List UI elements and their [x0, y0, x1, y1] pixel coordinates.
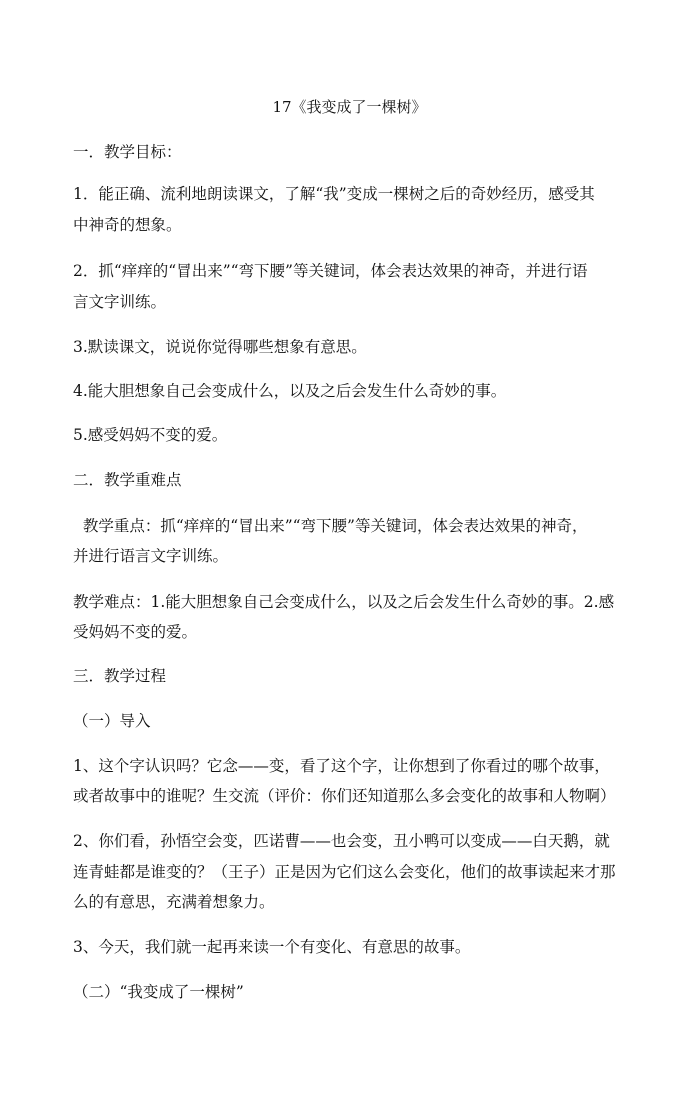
paragraph-1-line-1: 1、这个字认识吗？它念——变，看了这个字，让你想到了你看过的哪个故事，	[73, 757, 610, 775]
objective-4: 4.能大胆想象自己会变成什么，以及之后会发生什么奇妙的事。	[73, 382, 507, 400]
objective-1-line-2: 中神奇的想象。	[73, 216, 182, 234]
objective-3: 3.默读课文，说说你觉得哪些想象有意思。	[73, 338, 367, 356]
paragraph-2-line-2: 连青蛙都是谁变的？（王子）正是因为它们这么会变化，他们的故事读起来才那	[73, 863, 616, 881]
objectives-heading: 一．教学目标：	[73, 143, 182, 161]
objective-5: 5.感受妈妈不变的爱。	[73, 426, 228, 444]
paragraph-2-line-3: 么的有意思，充满着想象力。	[73, 893, 275, 911]
page-title: 17《我变成了一棵树》	[272, 98, 427, 116]
paragraph-2-line-1: 2、你们看，孙悟空会变，匹诺曹——也会变，丑小鸭可以变成——白天鹅，就	[73, 832, 610, 850]
part-2-heading: （二）“我变成了一棵树”	[73, 983, 244, 1001]
paragraph-1-line-2: 或者故事中的谁呢？生交流（评价：你们还知道那么多会变化的故事和人物啊）	[73, 787, 616, 805]
objective-2-line-1: 2．抓“痒痒的“冒出来”“弯下腰”等关键词，体会表达效果的神奇，并进行语	[73, 262, 588, 280]
intro-heading: （一）导入	[73, 712, 151, 730]
key-point-line-2: 并进行语言文字训练。	[73, 547, 229, 565]
objective-2-line-2: 言文字训练。	[73, 293, 167, 311]
difficulty-line-2: 受妈妈不变的爱。	[73, 623, 198, 641]
objective-1-line-1: 1．能正确、流利地朗读课文，了解“我”变成一棵树之后的奇妙经历，感受其	[73, 185, 595, 203]
keypoints-heading: 二．教学重难点	[73, 471, 182, 489]
process-heading: 三．教学过程	[73, 667, 167, 685]
difficulty-line-1: 教学难点：1.能大胆想象自己会变成什么，以及之后会发生什么奇妙的事。2.感	[73, 593, 615, 611]
key-point-line-1: 教学重点：抓“痒痒的“冒出来”“弯下腰”等关键词，体会表达效果的神奇，	[73, 517, 588, 535]
paragraph-3: 3、今天，我们就一起再来读一个有变化、有意思的故事。	[73, 938, 471, 956]
